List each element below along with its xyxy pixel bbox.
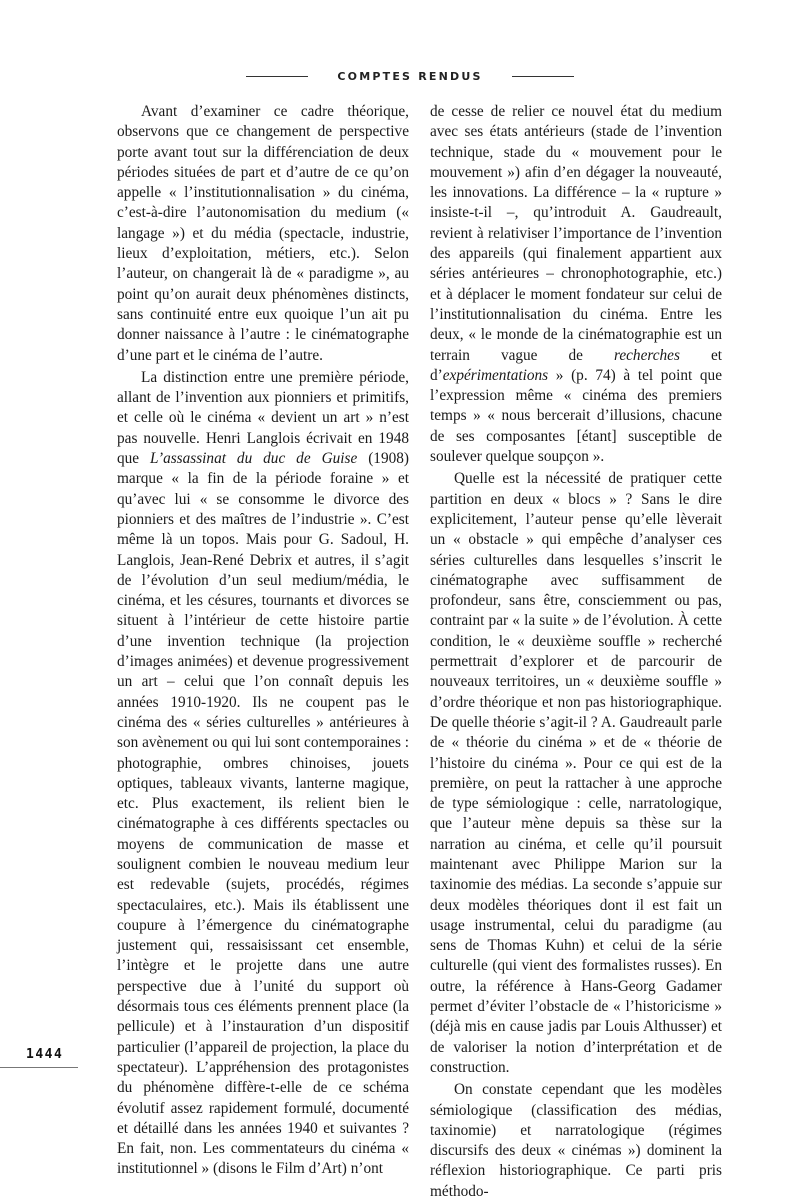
left-column — [117, 102, 409, 1180]
emphasis-text: recherches — [613, 346, 680, 364]
header-rule-left — [246, 76, 308, 77]
paragraph — [430, 102, 722, 467]
paragraph-text: de cesse de relier ce nouvel état du medium avec ses états antérieurs (stade de l’invention technique, stade du « mouvement pour le mouvement ») afin d’en dégager la nouveauté, les innovations. La différence – la « rupture » insiste-t-il –, qu’introduit A. Gaudreault, revient à relativiser l’importance de l’invention des appareils (qui finalement appartient aux séries antérieures – chronophotographie, etc.) et à déplacer le moment fondateur sur celui de l’institutionnalisation du cinéma. Entre les deux, « le monde de la cinématographie est un terrain vague de — [430, 103, 722, 364]
running-head — [246, 68, 574, 84]
paragraph: On constate cependant que les modèles sémiologique (classification des médias, taxinomie) et narratologique (régimes discursifs des deux « cinémas ») dominent la réflexion historiographique. Ce parti pris méthodo- — [430, 1081, 722, 1200]
emphasis-text: expérimentations — [442, 366, 549, 384]
paragraph-text: La distinction entre une première période, allant de l’invention aux pionniers et primitifs, et celle où le cinéma « devient un art » n’est pas nouvelle. Henri Langlois écrivait en 1948 que — [117, 368, 409, 468]
right-column — [430, 102, 722, 1202]
page-number: 1444 — [26, 1047, 64, 1062]
paragraph-text: (1908) marque « la fin de la période foraine » et qu’avec lui « se consomme le divorce des pionniers et des maîtres de l’industrie ». C’est même là un topos. Mais pour G. Sadoul, H. Langlois, Jean-René Debrix et autres, il s’agit de l’évolution d’un seul medium/média, le cinéma, et les césures, tournants et divorces se situent à l’intérieur de cette histoire partie d’une invention technique (la projection d’images animées) et devenue progressivement un art – celui que l’on connaît depuis les années 1910-1920. Ils ne coupent pas le cinéma des « séries culturelles » antérieures à son avènement ou qui lui sont contemporaines : photographie, ombres chinoises, jouets optiques, tableaux vivants, lanterne magique, etc. Plus exactement, ils relient bien le cinématographe à ces différents spectacles ou moyens de communication de masse et soulignent combien le nouveau medium leur est redevable (sujets, procédés, régimes spectaculaires, etc.). Mais ils établissent une coupure à l’émergence du cinématographe justement qui, ressaisissant cet ensemble, l’intègre et le projette dans une autre perspective due à l’unité du support où désormais tous ces éléments prennent place (la pellicule) et à l’instauration d’un dispositif particulier (l’appareil de projection, la place du spectateur). L’appréhension des protagonistes du phénomène diffère-t-elle de ce schéma évolutif assez rapidement formulé, documenté et détaillé dans les années 1940 et suivantes ? En fait, non. Les commentateurs du cinéma « institutionnel » (disons le Film d’Art) n’ont — [117, 450, 409, 1178]
paragraph-text: et d’ — [430, 346, 722, 384]
paragraph — [117, 368, 409, 1180]
paragraph: Quelle est la nécessité de pratiquer cette partition en deux « blocs » ? Sans le dire explicitement, l’auteur pense qu’elle lèverait un « obstacle » qui empêche d’analyser ces séries culturelles dans lesquelles s’inscrit le cinématographe avec suffisamment de profondeur, sans être, consciemment ou pas, contraint par « la suite » de l’évolution. À cette condition, le « deuxième souffle » recherché permettrait d’explorer et de parcourir de nouveaux territoires, un « deuxième souffle » d’ordre théorique et non pas historiographique. De quelle théorie s’agit-il ? A. Gaudreault parle de « théorie du cinéma » et de « théorie de l’histoire du cinéma ». Pour ce qui est de la première, on peut la rattacher à une approche de type sémiologique : celle, narratologique, que l’auteur mène depuis sa thèse sur la narration au cinéma, et celle qu’il poursuit maintenant avec Philippe Marion sur la taxinomie des médias. La seconde s’appuie sur deux modèles théoriques dont il est fait un usage instrumental, celui du paradigme (au sens de Thomas Kuhn) et celui de la série culturelle (qui vient des formalistes russes). En outre, la référence à Hans-Georg Gadamer permet d’éviter l’obstacle de « l’historicisme » (déjà mis en cause jadis par Louis Althusser) et de valoriser la notion d’interprétation et de construction. — [430, 470, 722, 1076]
header-rule-right — [512, 76, 574, 77]
page-number-rule — [0, 1067, 78, 1068]
running-title: COMPTES RENDUS — [337, 69, 483, 83]
film-title: L’assassinat du duc de Guise — [150, 450, 358, 468]
paragraph: Avant d’examiner ce cadre théorique, observons que ce changement de perspective porte avant tout sur la différenciation de deux périodes situées de part et d’autre de ce qu’on appelle « l’institutionnalisation » du cinéma, c’est-à-dire l’autonomisation du medium (« langage ») et du média (spectacle, industrie, lieux d’exploitation, métiers, etc.). Selon l’auteur, on changerait là de « paradigme », au point qu’on aurait deux phénomènes distincts, sans continuité entre eux quoique l’un ait pu donner naissance à l’autre : le cinématographe d’une part et le cinéma de l’autre. — [117, 103, 409, 364]
paragraph-text: » (p. 74) à tel point que l’expression même « cinéma des premiers temps » « nous bercerait d’illusions, chacune de ses composantes [étant] susceptible de soulever quelque soupçon ». — [430, 366, 722, 466]
